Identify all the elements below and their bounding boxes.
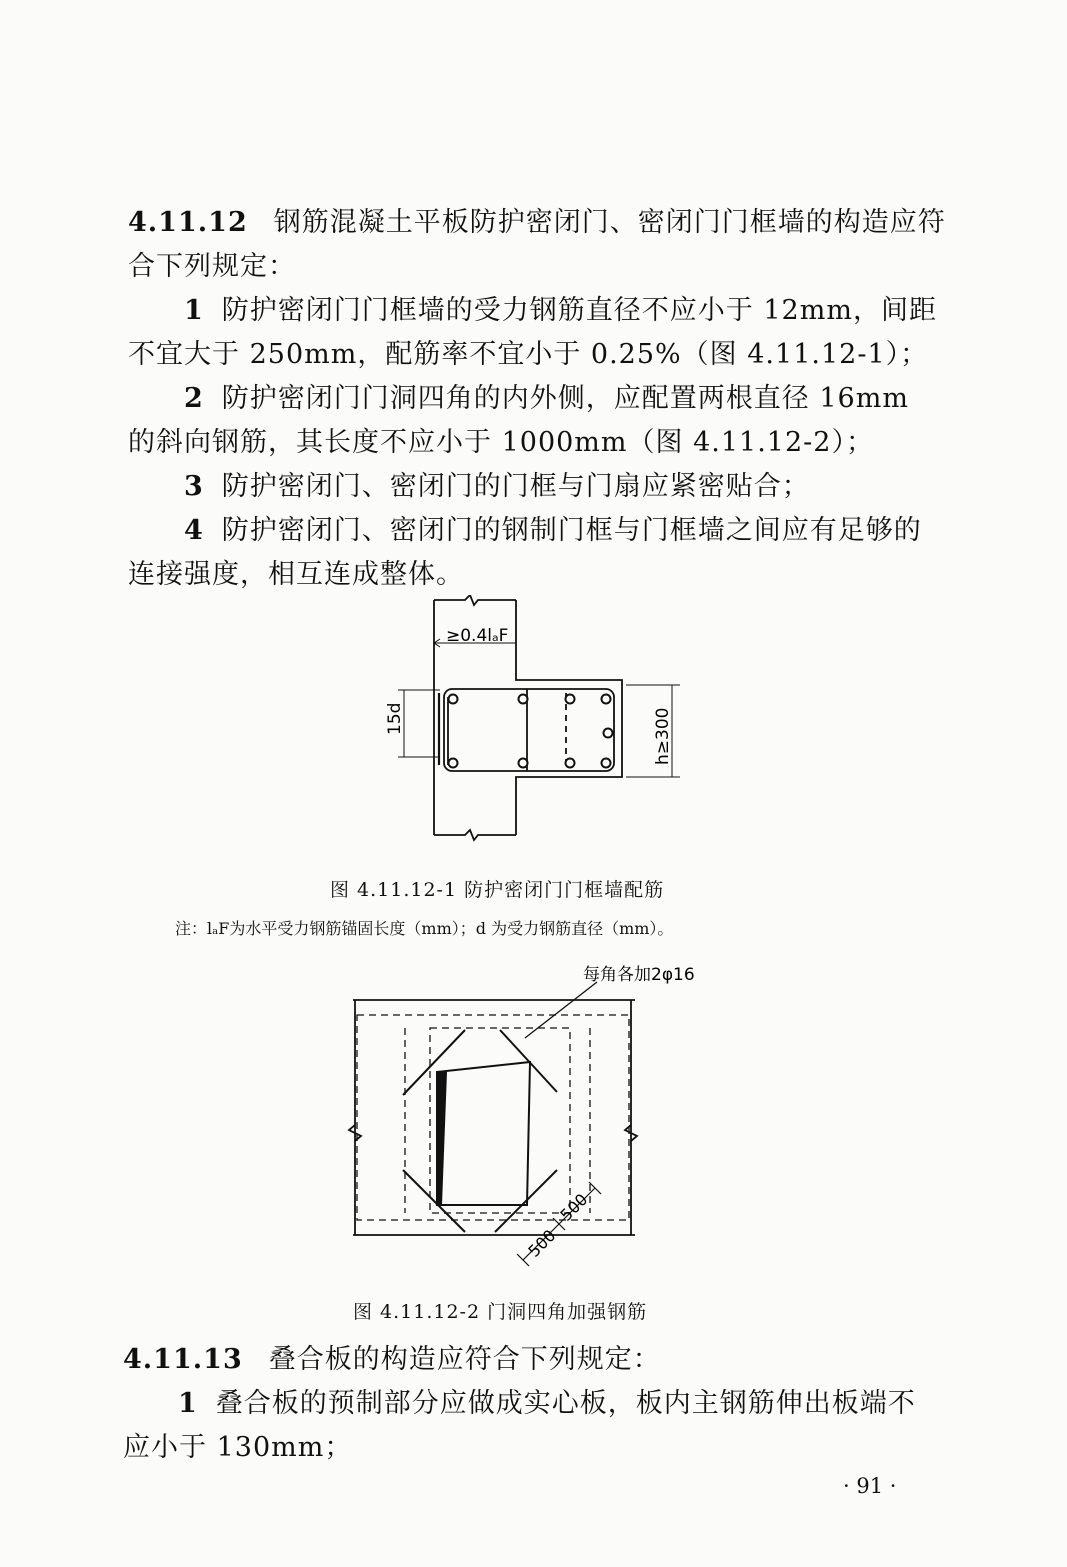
- dimension-500-a: 500: [524, 1225, 560, 1261]
- item-1-line1: [184, 288, 937, 327]
- item-text: 防护密闭门门框墙的受力钢筋直径不应小于 12mm，间距: [221, 295, 937, 326]
- dimension-500-b: 500: [556, 1189, 592, 1225]
- item-3-line1: [184, 464, 810, 503]
- clause-number: 4.11.12: [128, 207, 248, 238]
- clause-4-11-13-item-1-line2: 应小于 130mm；: [123, 1432, 353, 1463]
- rebar-dot: [566, 695, 575, 704]
- item-4-line1: [184, 508, 922, 547]
- anchor-length-label: ≥0.4lₐF: [446, 626, 509, 646]
- item-text: 叠合板的预制部分应做成实心板，板内主钢筋伸出板端不: [215, 1388, 916, 1419]
- clause-title-line2: 合下列规定：: [128, 251, 296, 282]
- diagonal-bar: [403, 1030, 465, 1095]
- door-opening: [437, 1062, 530, 1205]
- item-text: 防护密闭门、密闭门的钢制门框与门框墙之间应有足够的: [221, 515, 922, 546]
- item-4-line2: 连接强度，相互连成整体。: [128, 559, 464, 590]
- rebar-dot: [604, 729, 613, 738]
- rebar-dot: [449, 759, 458, 768]
- clause-title: 叠合板的构造应符合下列规定：: [268, 1344, 661, 1375]
- clause-4-11-13-item-1-line1: [178, 1381, 916, 1420]
- rebar-dot: [519, 759, 528, 768]
- item-2-line1: [184, 376, 909, 415]
- item-number: 2: [184, 383, 204, 414]
- figure1-note: 注：lₐF为水平受力钢筋锚固长度（mm）；d 为受力钢筋直径（mm）。: [175, 919, 674, 938]
- rebar-dot: [602, 695, 611, 704]
- rebar-dot: [449, 695, 458, 704]
- item-text: 防护密闭门门洞四角的内外侧，应配置两根直径 16mm: [221, 383, 909, 414]
- corner-bar-callout: 每角各加2φ16: [583, 965, 695, 985]
- clause-4-11-13-heading: [123, 1337, 661, 1376]
- diagonal-bar: [403, 1170, 465, 1232]
- diagonal-bar: [500, 1030, 557, 1092]
- clause-number: 4.11.13: [123, 1344, 243, 1375]
- rebar-dot: [566, 759, 575, 768]
- figure-door-opening-corner-reinforcement: [345, 960, 735, 1280]
- figure1-caption: 图 4.11.12-1 防护密闭门门框墙配筋: [330, 879, 665, 901]
- item-2-line2: 的斜向钢筋，其长度不应小于 1000mm（图 4.11.12-2）；: [128, 427, 874, 458]
- rebar-dot: [602, 759, 611, 768]
- figure2-caption: 图 4.11.12-2 门洞四角加强钢筋: [353, 1301, 648, 1323]
- figure-door-frame-wall-reinforcement: [370, 595, 690, 845]
- item-1-line2: 不宜大于 250mm，配筋率不宜小于 0.25%（图 4.11.12-1）；: [128, 339, 929, 370]
- item-number: 1: [184, 295, 204, 326]
- clause-title-line1: 钢筋混凝土平板防护密闭门、密闭门门框墙的构造应符: [273, 207, 946, 238]
- item-number: 3: [184, 471, 204, 502]
- height-label: h≥300: [653, 707, 673, 765]
- clause-4-11-12-heading: [128, 200, 946, 239]
- hook-length-label: 15d: [385, 702, 405, 735]
- item-number: 4: [184, 515, 204, 546]
- rebar-dot: [519, 695, 528, 704]
- item-number: 1: [178, 1388, 198, 1419]
- diagonal-bar: [495, 1170, 557, 1232]
- page-number: · 91 ·: [843, 1474, 897, 1498]
- item-text: 防护密闭门、密闭门的门框与门扇应紧密贴合；: [221, 471, 810, 502]
